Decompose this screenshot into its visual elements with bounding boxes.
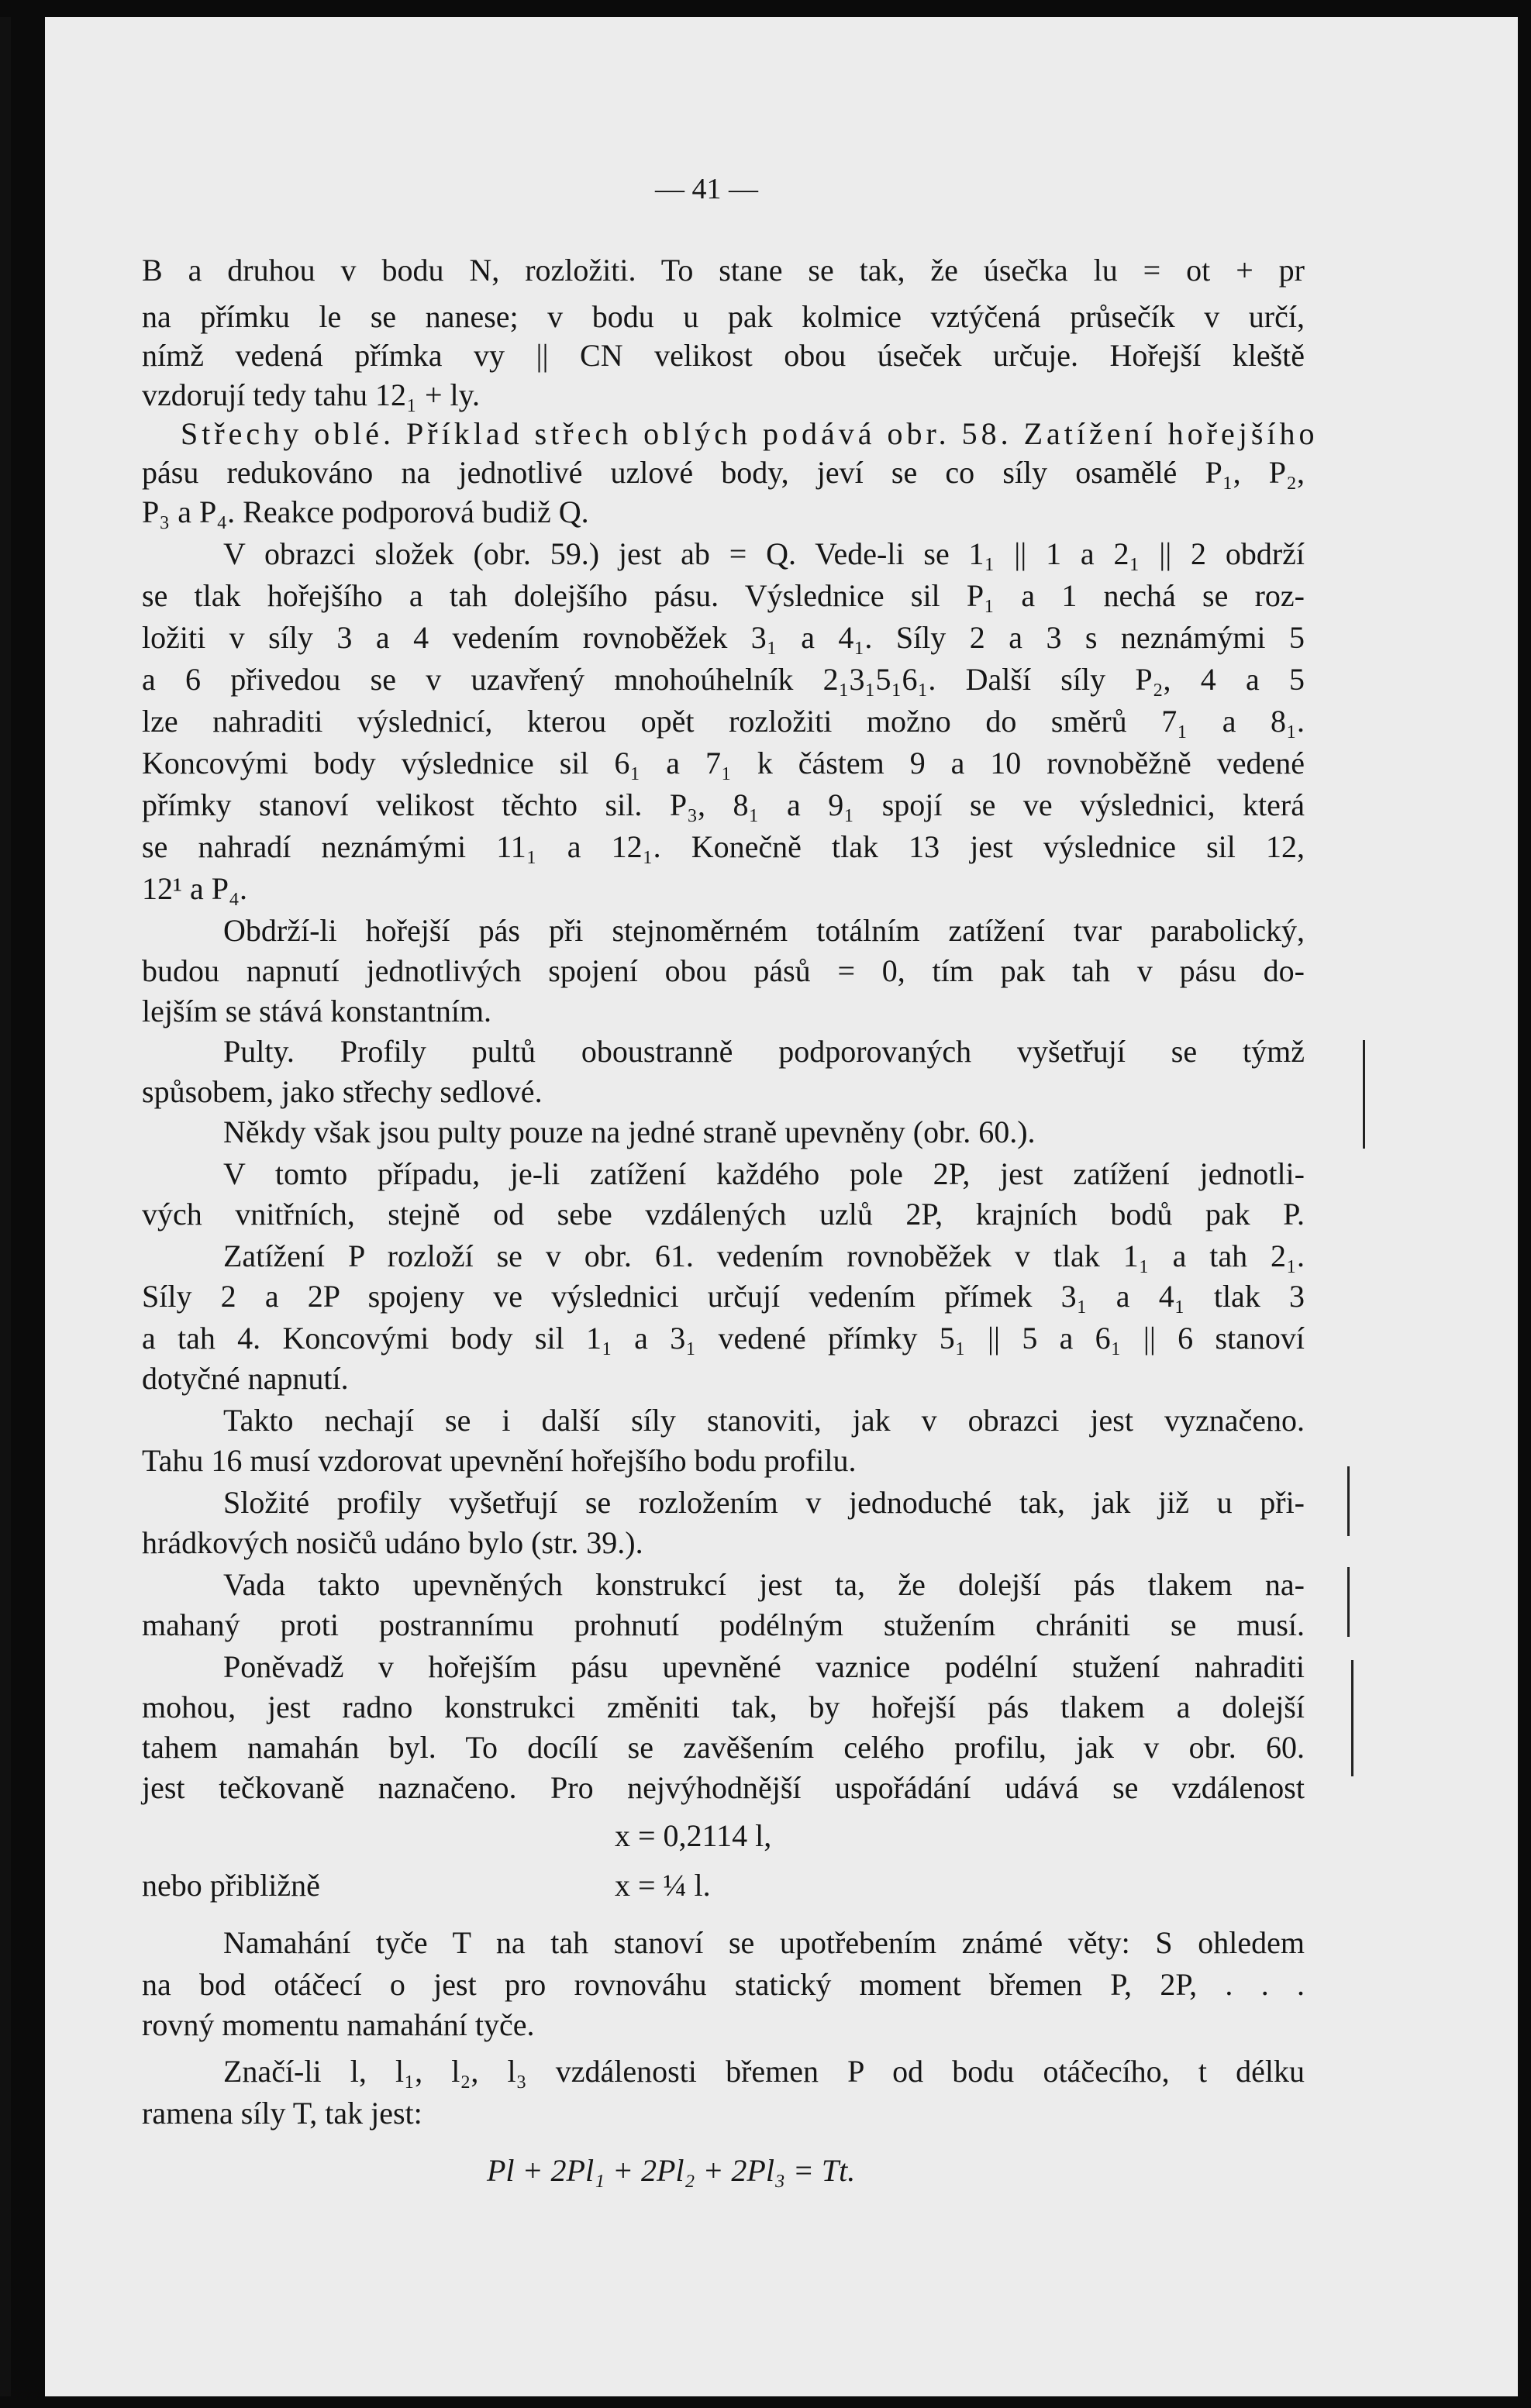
text-line: Tahu 16 musí vzdorovat upevnění hořejšího bodu profilu.	[142, 1443, 857, 1478]
text-line: Složité profily vyšetřují se rozložením v jednoduché tak, jak již u při-	[223, 1485, 1305, 1520]
text-line: dotyčné napnutí.	[142, 1361, 349, 1396]
text-line: Střechy oblé. Příklad střech oblých podává obr. 58. Zatížení hořejšího	[181, 416, 1319, 451]
text-line: vzdorují tedy tahu 12₁ + ly.	[142, 377, 481, 412]
text-line: se tlak hořejšího a tah dolejšího pásu. Výslednice sil P₁ a 1 nechá se roz-	[142, 578, 1305, 613]
text-line: nebo přibližně	[142, 1868, 320, 1903]
formula: Pl + 2Pl₁ + 2Pl₂ + 2Pl₃ = Tt.	[487, 2153, 856, 2188]
text-line: hrádkových nosičů udáno bylo (str. 39.).	[142, 1525, 643, 1560]
text-line: spůsobem, jako střechy sedlové.	[142, 1074, 543, 1109]
text-line: na bod otáčecí o jest pro rovnováhu statický moment břemen P, 2P, . . .	[142, 1967, 1305, 2002]
formula: x = ¼ l.	[615, 1868, 711, 1903]
text-line: budou napnutí jednotlivých spojení obou pásů = 0, tím pak tah v pásu do-	[142, 953, 1305, 988]
text-line: 12¹ a P₄.	[142, 871, 247, 906]
text-line: Někdy však jsou pulty pouze na jedné straně upevněny (obr. 60.).	[223, 1114, 1036, 1149]
text-line: se nahradí neznámými 11₁ a 12₁. Konečně tlak 13 jest výslednice sil 12,	[142, 829, 1305, 864]
text-line: tahem namahán byl. To docílí se zavěšením celého profilu, jak v obr. 60.	[142, 1730, 1305, 1765]
text-line: V tomto případu, je-li zatížení každého pole 2P, jest zatížení jednotli-	[223, 1156, 1305, 1191]
text-line: B a druhou v bodu N, rozložiti. To stane se tak, že úsečka lu = ot + pr	[142, 253, 1305, 288]
page-number: — 41 —	[655, 173, 758, 205]
margin-mark	[1363, 1040, 1365, 1149]
text-line: Pulty. Profily pultů oboustranně podporovaných vyšetřují se týmž	[223, 1034, 1305, 1069]
text-line: pásu redukováno na jednotlivé uzlové body, jeví se co síly osamělé P₁, P₂,	[142, 455, 1305, 490]
text-line: a tah 4. Koncovými body sil 1₁ a 3₁ vedené přímky 5₁ || 5 a 6₁ || 6 stanoví	[142, 1321, 1305, 1356]
text-line: přímky stanoví velikost těchto sil. P₃, 8₁ a 9₁ spojí se ve výslednici, která	[142, 787, 1305, 822]
text-line: vých vnitřních, stejně od sebe vzdálených uzlů 2P, krajních bodů pak P.	[142, 1197, 1305, 1232]
text-line: Poněvadž v hořejším pásu upevněné vaznice podélní stužení nahraditi	[223, 1649, 1305, 1684]
text-line: jest tečkovaně naznačeno. Pro nejvýhodnější uspořádání udává se vzdálenost	[142, 1770, 1305, 1805]
text-line: mahaný proti postrannímu prohnutí podélným stužením chrániti se musí.	[142, 1607, 1305, 1642]
margin-mark	[1351, 1660, 1353, 1776]
text-line: Vada takto upevněných konstrukcí jest ta, že dolejší pás tlakem na-	[223, 1567, 1305, 1602]
text-line: Takto nechají se i další síly stanoviti, jak v obrazci jest vyznačeno.	[223, 1403, 1305, 1438]
text-line: nímž vedená přímka vy || CN velikost obou úseček určuje. Hořejší kleště	[142, 338, 1305, 373]
text-line: ložiti v síly 3 a 4 vedením rovnoběžek 3₁ a 4₁. Síly 2 a 3 s neznámými 5	[142, 620, 1305, 655]
text-line: na přímku le se nanese; v bodu u pak kolmice vztýčená průsečík v určí,	[142, 299, 1305, 334]
margin-mark	[1347, 1466, 1350, 1536]
text-line: Značí-li l, l₁, l₂, l₃ vzdálenosti břemen P od bodu otáčecího, t délku	[223, 2054, 1305, 2089]
text-line: rovný momentu namahání tyče.	[142, 2007, 535, 2042]
text-line: Obdrží-li hořejší pás při stejnoměrném totálním zatížení tvar parabolický,	[223, 913, 1305, 948]
text-line: Síly 2 a 2P spojeny ve výslednici určují vedením přímek 3₁ a 4₁ tlak 3	[142, 1279, 1305, 1314]
text-line: lejším se stává konstantním.	[142, 994, 492, 1028]
formula: x = 0,2114 l,	[615, 1818, 772, 1853]
text-line: Koncovými body výslednice sil 6₁ a 7₁ k částem 9 a 10 rovnoběžně vedené	[142, 746, 1305, 780]
margin-mark	[1347, 1567, 1350, 1637]
left-page-shadow	[0, 17, 11, 2396]
text-line: a 6 přivedou se v uzavřený mnohoúhelník 2₁3₁5₁6₁. Další síly P₂, 4 a 5	[142, 662, 1305, 697]
text-line: Zatížení P rozloží se v obr. 61. vedením rovnoběžek v tlak 1₁ a tah 2₁.	[223, 1238, 1305, 1273]
text-line: lze nahraditi výslednicí, kterou opět rozložiti možno do směrů 7₁ a 8₁.	[142, 704, 1305, 739]
text-line: mohou, jest radno konstrukci změniti tak, by hořejší pás tlakem a dolejší	[142, 1690, 1305, 1724]
text-line: ramena síly T, tak jest:	[142, 2096, 422, 2131]
text-line: Namahání tyče T na tah stanoví se upotřebením známé věty: S ohledem	[223, 1925, 1305, 1960]
text-line: V obrazci složek (obr. 59.) jest ab = Q. Vede-li se 1₁ || 1 a 2₁ || 2 obdrží	[223, 536, 1305, 571]
text-line: P₃ a P₄. Reakce podporová budiž Q.	[142, 494, 589, 529]
